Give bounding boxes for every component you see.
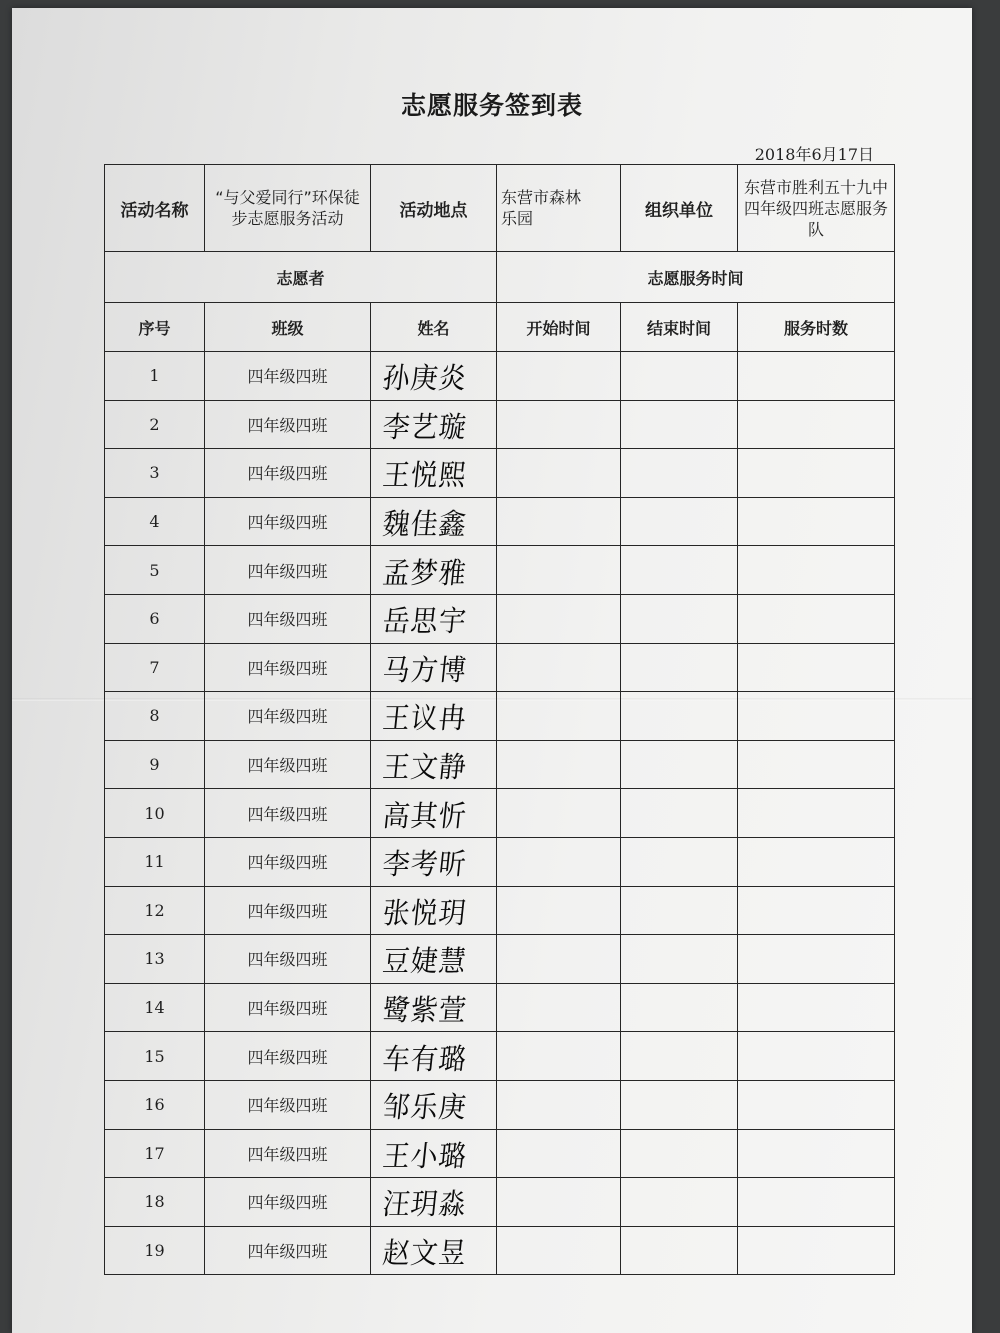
row-class: 四年级四班 — [205, 740, 371, 789]
row-class: 四年级四班 — [205, 789, 371, 838]
row-signature — [371, 1080, 497, 1129]
table-row — [105, 449, 895, 498]
row-service-hours — [738, 1129, 895, 1178]
row-class: 四年级四班 — [205, 1080, 371, 1129]
col-header-name: 姓名 — [371, 303, 497, 352]
row-start-time — [497, 983, 621, 1032]
col-header-service-hours: 服务时数 — [738, 303, 895, 352]
row-signature — [371, 352, 497, 401]
row-end-time — [621, 983, 738, 1032]
handwritten-name: 李考昕 — [380, 848, 469, 882]
row-end-time — [621, 449, 738, 498]
row-service-hours — [738, 935, 895, 984]
row-signature — [371, 594, 497, 643]
handwritten-name: 张悦玥 — [380, 896, 469, 931]
row-service-hours — [738, 497, 895, 546]
row-class: 四年级四班 — [205, 1129, 371, 1178]
row-end-time — [621, 1080, 738, 1129]
handwritten-name: 王悦熙 — [380, 459, 469, 493]
col-header-class: 班级 — [205, 303, 371, 352]
row-signature — [371, 449, 497, 498]
group-header-row — [105, 252, 895, 303]
row-class: 四年级四班 — [205, 1178, 371, 1227]
row-start-time — [497, 837, 621, 886]
row-signature — [371, 837, 497, 886]
handwritten-name: 孙庚炎 — [380, 362, 469, 396]
table-row — [105, 983, 895, 1032]
row-end-time — [621, 1178, 738, 1227]
row-service-hours — [738, 449, 895, 498]
table-row — [105, 1226, 895, 1275]
row-number: 3 — [105, 449, 205, 498]
organizer-label: 组织单位 — [621, 165, 738, 252]
row-end-time — [621, 1032, 738, 1081]
row-number: 10 — [105, 789, 205, 838]
volunteer-rows — [105, 352, 895, 1275]
table-row — [105, 1032, 895, 1081]
activity-name-label: 活动名称 — [105, 165, 205, 252]
row-class: 四年级四班 — [205, 352, 371, 401]
table-row — [105, 594, 895, 643]
row-number: 16 — [105, 1080, 205, 1129]
row-service-hours — [738, 740, 895, 789]
row-class: 四年级四班 — [205, 692, 371, 741]
row-number: 8 — [105, 692, 205, 741]
row-start-time — [497, 1032, 621, 1081]
handwritten-name: 马方博 — [380, 653, 469, 688]
handwritten-name: 李艺璇 — [380, 410, 469, 445]
handwritten-name: 赵文昱 — [380, 1236, 469, 1271]
row-service-hours — [738, 400, 895, 449]
handwritten-name: 魏佳鑫 — [380, 508, 469, 542]
row-end-time — [621, 837, 738, 886]
row-service-hours — [738, 692, 895, 741]
row-number: 15 — [105, 1032, 205, 1081]
handwritten-name: 王小璐 — [380, 1139, 469, 1174]
handwritten-name: 王议冉 — [380, 702, 469, 736]
table-row — [105, 400, 895, 449]
row-start-time — [497, 935, 621, 984]
row-service-hours — [738, 352, 895, 401]
table-row — [105, 497, 895, 546]
row-service-hours — [738, 594, 895, 643]
row-end-time — [621, 497, 738, 546]
row-service-hours — [738, 643, 895, 692]
row-number: 1 — [105, 352, 205, 401]
document-title: 志愿服务签到表 — [400, 91, 583, 120]
row-number: 19 — [105, 1226, 205, 1275]
handwritten-name: 汪玥淼 — [380, 1188, 469, 1222]
row-end-time — [621, 740, 738, 789]
row-start-time — [497, 692, 621, 741]
row-class: 四年级四班 — [205, 643, 371, 692]
row-end-time — [621, 352, 738, 401]
table-row — [105, 643, 895, 692]
handwritten-name: 王文静 — [380, 751, 469, 785]
row-class: 四年级四班 — [205, 449, 371, 498]
row-service-hours — [738, 1032, 895, 1081]
table-row — [105, 352, 895, 401]
service-time-group-header: 志愿服务时间 — [497, 252, 895, 303]
row-signature — [371, 497, 497, 546]
row-signature — [371, 1178, 497, 1227]
row-number: 9 — [105, 740, 205, 789]
row-number: 11 — [105, 837, 205, 886]
handwritten-name: 高其忻 — [380, 799, 469, 834]
document-date: 2018年6月17日 — [754, 145, 874, 164]
row-signature — [371, 1226, 497, 1275]
row-end-time — [621, 594, 738, 643]
row-end-time — [621, 1129, 738, 1178]
row-end-time — [621, 692, 738, 741]
row-signature — [371, 1129, 497, 1178]
row-start-time — [497, 886, 621, 935]
row-class: 四年级四班 — [205, 594, 371, 643]
row-service-hours — [738, 886, 895, 935]
row-start-time — [497, 1178, 621, 1227]
row-number: 5 — [105, 546, 205, 595]
row-end-time — [621, 400, 738, 449]
row-signature — [371, 740, 497, 789]
handwritten-name: 鹭紫萱 — [380, 994, 469, 1028]
table-row — [105, 546, 895, 595]
volunteer-group-header: 志愿者 — [105, 252, 497, 303]
row-start-time — [497, 643, 621, 692]
row-end-time — [621, 886, 738, 935]
row-class: 四年级四班 — [205, 983, 371, 1032]
table-row — [105, 1129, 895, 1178]
table-row — [105, 886, 895, 935]
row-class: 四年级四班 — [205, 1226, 371, 1275]
row-start-time — [497, 1226, 621, 1275]
row-number: 6 — [105, 594, 205, 643]
info-row — [105, 165, 895, 252]
col-header-start-time: 开始时间 — [497, 303, 621, 352]
row-start-time — [497, 594, 621, 643]
row-end-time — [621, 789, 738, 838]
column-header-row — [105, 303, 895, 352]
table-row — [105, 1080, 895, 1129]
handwritten-name: 岳思宇 — [380, 605, 469, 639]
handwritten-name: 孟梦雅 — [380, 556, 469, 591]
row-service-hours — [738, 1178, 895, 1227]
table-row — [105, 740, 895, 789]
row-number: 13 — [105, 935, 205, 984]
row-start-time — [497, 1129, 621, 1178]
signin-table — [104, 164, 895, 1275]
handwritten-name: 车有璐 — [380, 1042, 469, 1077]
row-signature — [371, 935, 497, 984]
row-number: 14 — [105, 983, 205, 1032]
organizer-value: 东营市胜利五十九中四年级四班志愿服务队 — [738, 165, 895, 252]
row-start-time — [497, 449, 621, 498]
table-row — [105, 789, 895, 838]
row-end-time — [621, 643, 738, 692]
col-header-end-time: 结束时间 — [621, 303, 738, 352]
row-class: 四年级四班 — [205, 546, 371, 595]
row-class: 四年级四班 — [205, 1032, 371, 1081]
row-number: 2 — [105, 400, 205, 449]
row-start-time — [497, 352, 621, 401]
row-number: 7 — [105, 643, 205, 692]
row-service-hours — [738, 837, 895, 886]
row-signature — [371, 886, 497, 935]
row-class: 四年级四班 — [205, 935, 371, 984]
row-end-time — [621, 935, 738, 984]
row-number: 17 — [105, 1129, 205, 1178]
row-class: 四年级四班 — [205, 837, 371, 886]
row-class: 四年级四班 — [205, 497, 371, 546]
table-row — [105, 692, 895, 741]
handwritten-name: 邹乐庚 — [380, 1091, 469, 1125]
row-number: 18 — [105, 1178, 205, 1227]
row-number: 4 — [105, 497, 205, 546]
row-service-hours — [738, 1226, 895, 1275]
row-number: 12 — [105, 886, 205, 935]
row-end-time — [621, 1226, 738, 1275]
row-signature — [371, 400, 497, 449]
row-signature — [371, 983, 497, 1032]
row-signature — [371, 1032, 497, 1081]
row-end-time — [621, 546, 738, 595]
row-start-time — [497, 740, 621, 789]
activity-name-value: “与父爱同行”环保徒步志愿服务活动 — [205, 165, 371, 252]
row-service-hours — [738, 983, 895, 1032]
row-start-time — [497, 789, 621, 838]
row-service-hours — [738, 789, 895, 838]
row-signature — [371, 643, 497, 692]
row-start-time — [497, 1080, 621, 1129]
location-label: 活动地点 — [371, 165, 497, 252]
handwritten-name: 豆婕慧 — [380, 945, 469, 979]
table-row — [105, 935, 895, 984]
row-signature — [371, 692, 497, 741]
row-start-time — [497, 400, 621, 449]
row-start-time — [497, 497, 621, 546]
row-signature — [371, 546, 497, 595]
location-value: 东营市森林乐园 — [497, 165, 621, 252]
paper-sheet — [12, 8, 972, 1333]
row-service-hours — [738, 1080, 895, 1129]
table-row — [105, 1178, 895, 1227]
table-row — [105, 837, 895, 886]
row-class: 四年级四班 — [205, 886, 371, 935]
row-class: 四年级四班 — [205, 400, 371, 449]
row-start-time — [497, 546, 621, 595]
col-header-no: 序号 — [105, 303, 205, 352]
row-service-hours — [738, 546, 895, 595]
row-signature — [371, 789, 497, 838]
